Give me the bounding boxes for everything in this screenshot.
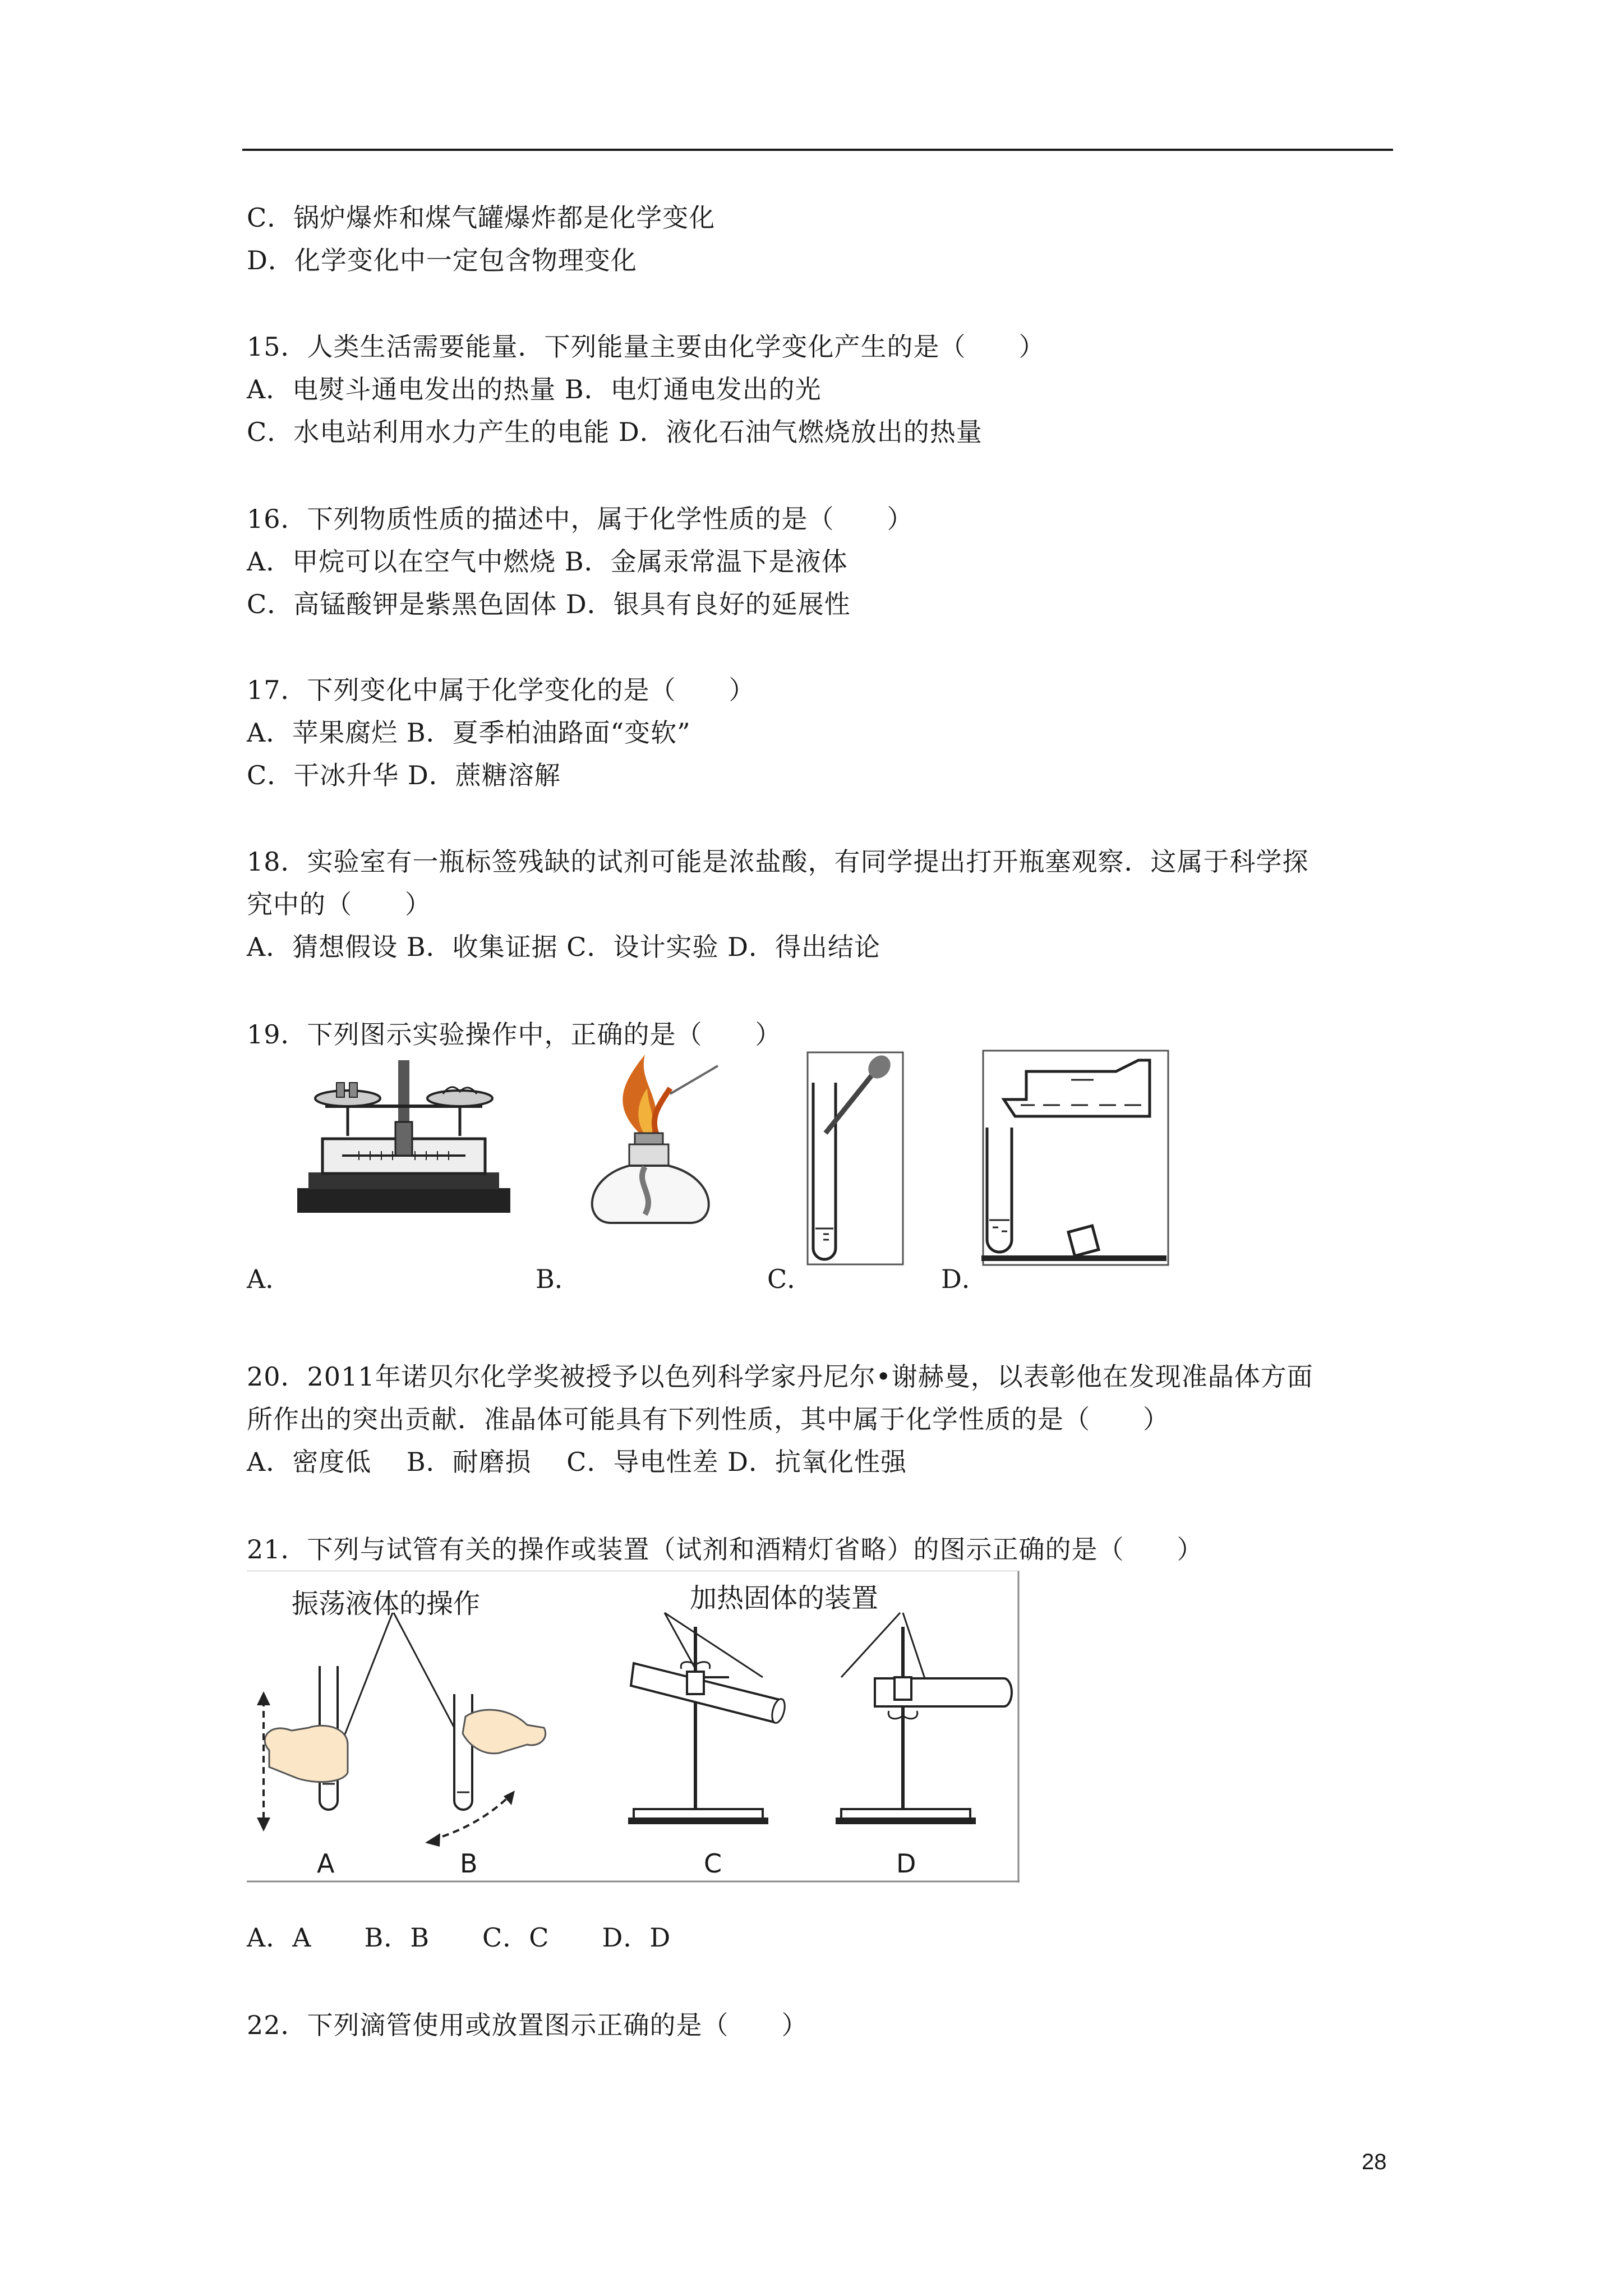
q15-options-ab: A．电熨斗通电发出的热量 B．电灯通电发出的光 — [247, 374, 822, 404]
q17-options-cd: C．干冰升华 D．蔗糖溶解 — [247, 760, 561, 790]
q19-option-a-label: A． — [247, 1264, 292, 1294]
q19-dropper-figure — [796, 1049, 909, 1268]
q14-option-d: D．化学变化中一定包含物理变化 — [247, 245, 637, 275]
q16-options-ab: A．甲烷可以在空气中燃烧 B．金属汞常温下是液体 — [247, 546, 848, 577]
q19-pouring-figure — [981, 1049, 1172, 1268]
q16-options-cd: C．高锰酸钾是紫黑色固体 D．银具有良好的延展性 — [247, 589, 851, 619]
q20-stem-line1: 20．2011年诺贝尔化学奖被授予以色列科学家丹尼尔•谢赫曼，以表彰他在发现准晶体方面 — [247, 1361, 1313, 1392]
q20-stem-line2: 所作出的突出贡献．准晶体可能具有下列性质，其中属于化学性质的是（ ） — [247, 1404, 1169, 1434]
q17-options-ab: A．苹果腐烂 B．夏季柏油路面“变软” — [247, 717, 691, 748]
q19-balance-figure — [292, 1055, 516, 1217]
q19-option-c-label: C． — [767, 1264, 813, 1294]
q18-options: A．猜想假设 B．收集证据 C．设计实验 D．得出结论 — [247, 932, 880, 962]
q21-heat-label: 加热固体的装置 — [690, 1582, 879, 1614]
q15-options-cd: C．水电站利用水力产生的电能 D．液化石油气燃烧放出的热量 — [247, 417, 983, 447]
q19-option-d-label: D． — [941, 1264, 988, 1294]
q14-option-c: C．锅炉爆炸和煤气罐爆炸都是化学变化 — [247, 203, 716, 233]
q18-stem-line1: 18．实验室有一瓶标签残缺的试剂可能是浓盐酸，有同学提出打开瓶塞观察．这属于科学探 — [247, 846, 1309, 877]
q19-option-b-label: B． — [536, 1264, 580, 1294]
q21-letter-d: D — [896, 1848, 916, 1879]
q15-stem: 15．人类生活需要能量．下列能量主要由化学变化产生的是（ ） — [247, 332, 1045, 362]
q21-options: A．A B．B C．C D．D — [247, 1922, 671, 1953]
q21-stem: 21．下列与试管有关的操作或装置（试剂和酒精灯省略）的图示正确的是（ ） — [247, 1534, 1204, 1565]
q18-stem-line2: 究中的（ ） — [247, 889, 431, 919]
q17-stem: 17．下列变化中属于化学变化的是（ ） — [247, 675, 755, 705]
page-number: 28 — [1362, 2150, 1387, 2174]
q19-stem: 19．下列图示实验操作中，正确的是（ ） — [247, 1019, 782, 1050]
q21-letter-c: C — [704, 1848, 722, 1879]
q22-stem: 22．下列滴管使用或放置图示正确的是（ ） — [247, 2010, 808, 2040]
q21-figure — [247, 1571, 1021, 1885]
q19-alcohol-lamp-figure — [572, 1055, 729, 1234]
q16-stem: 16．下列物质性质的描述中，属于化学性质的是（ ） — [247, 504, 914, 534]
q21-letter-b: B — [460, 1848, 478, 1879]
q21-letter-a: A — [317, 1848, 335, 1879]
q21-shake-label: 振荡液体的操作 — [292, 1588, 481, 1619]
header-rule — [242, 149, 1393, 151]
q20-options: A．密度低 B．耐磨损 C．导电性差 D．抗氧化性强 — [247, 1447, 907, 1477]
